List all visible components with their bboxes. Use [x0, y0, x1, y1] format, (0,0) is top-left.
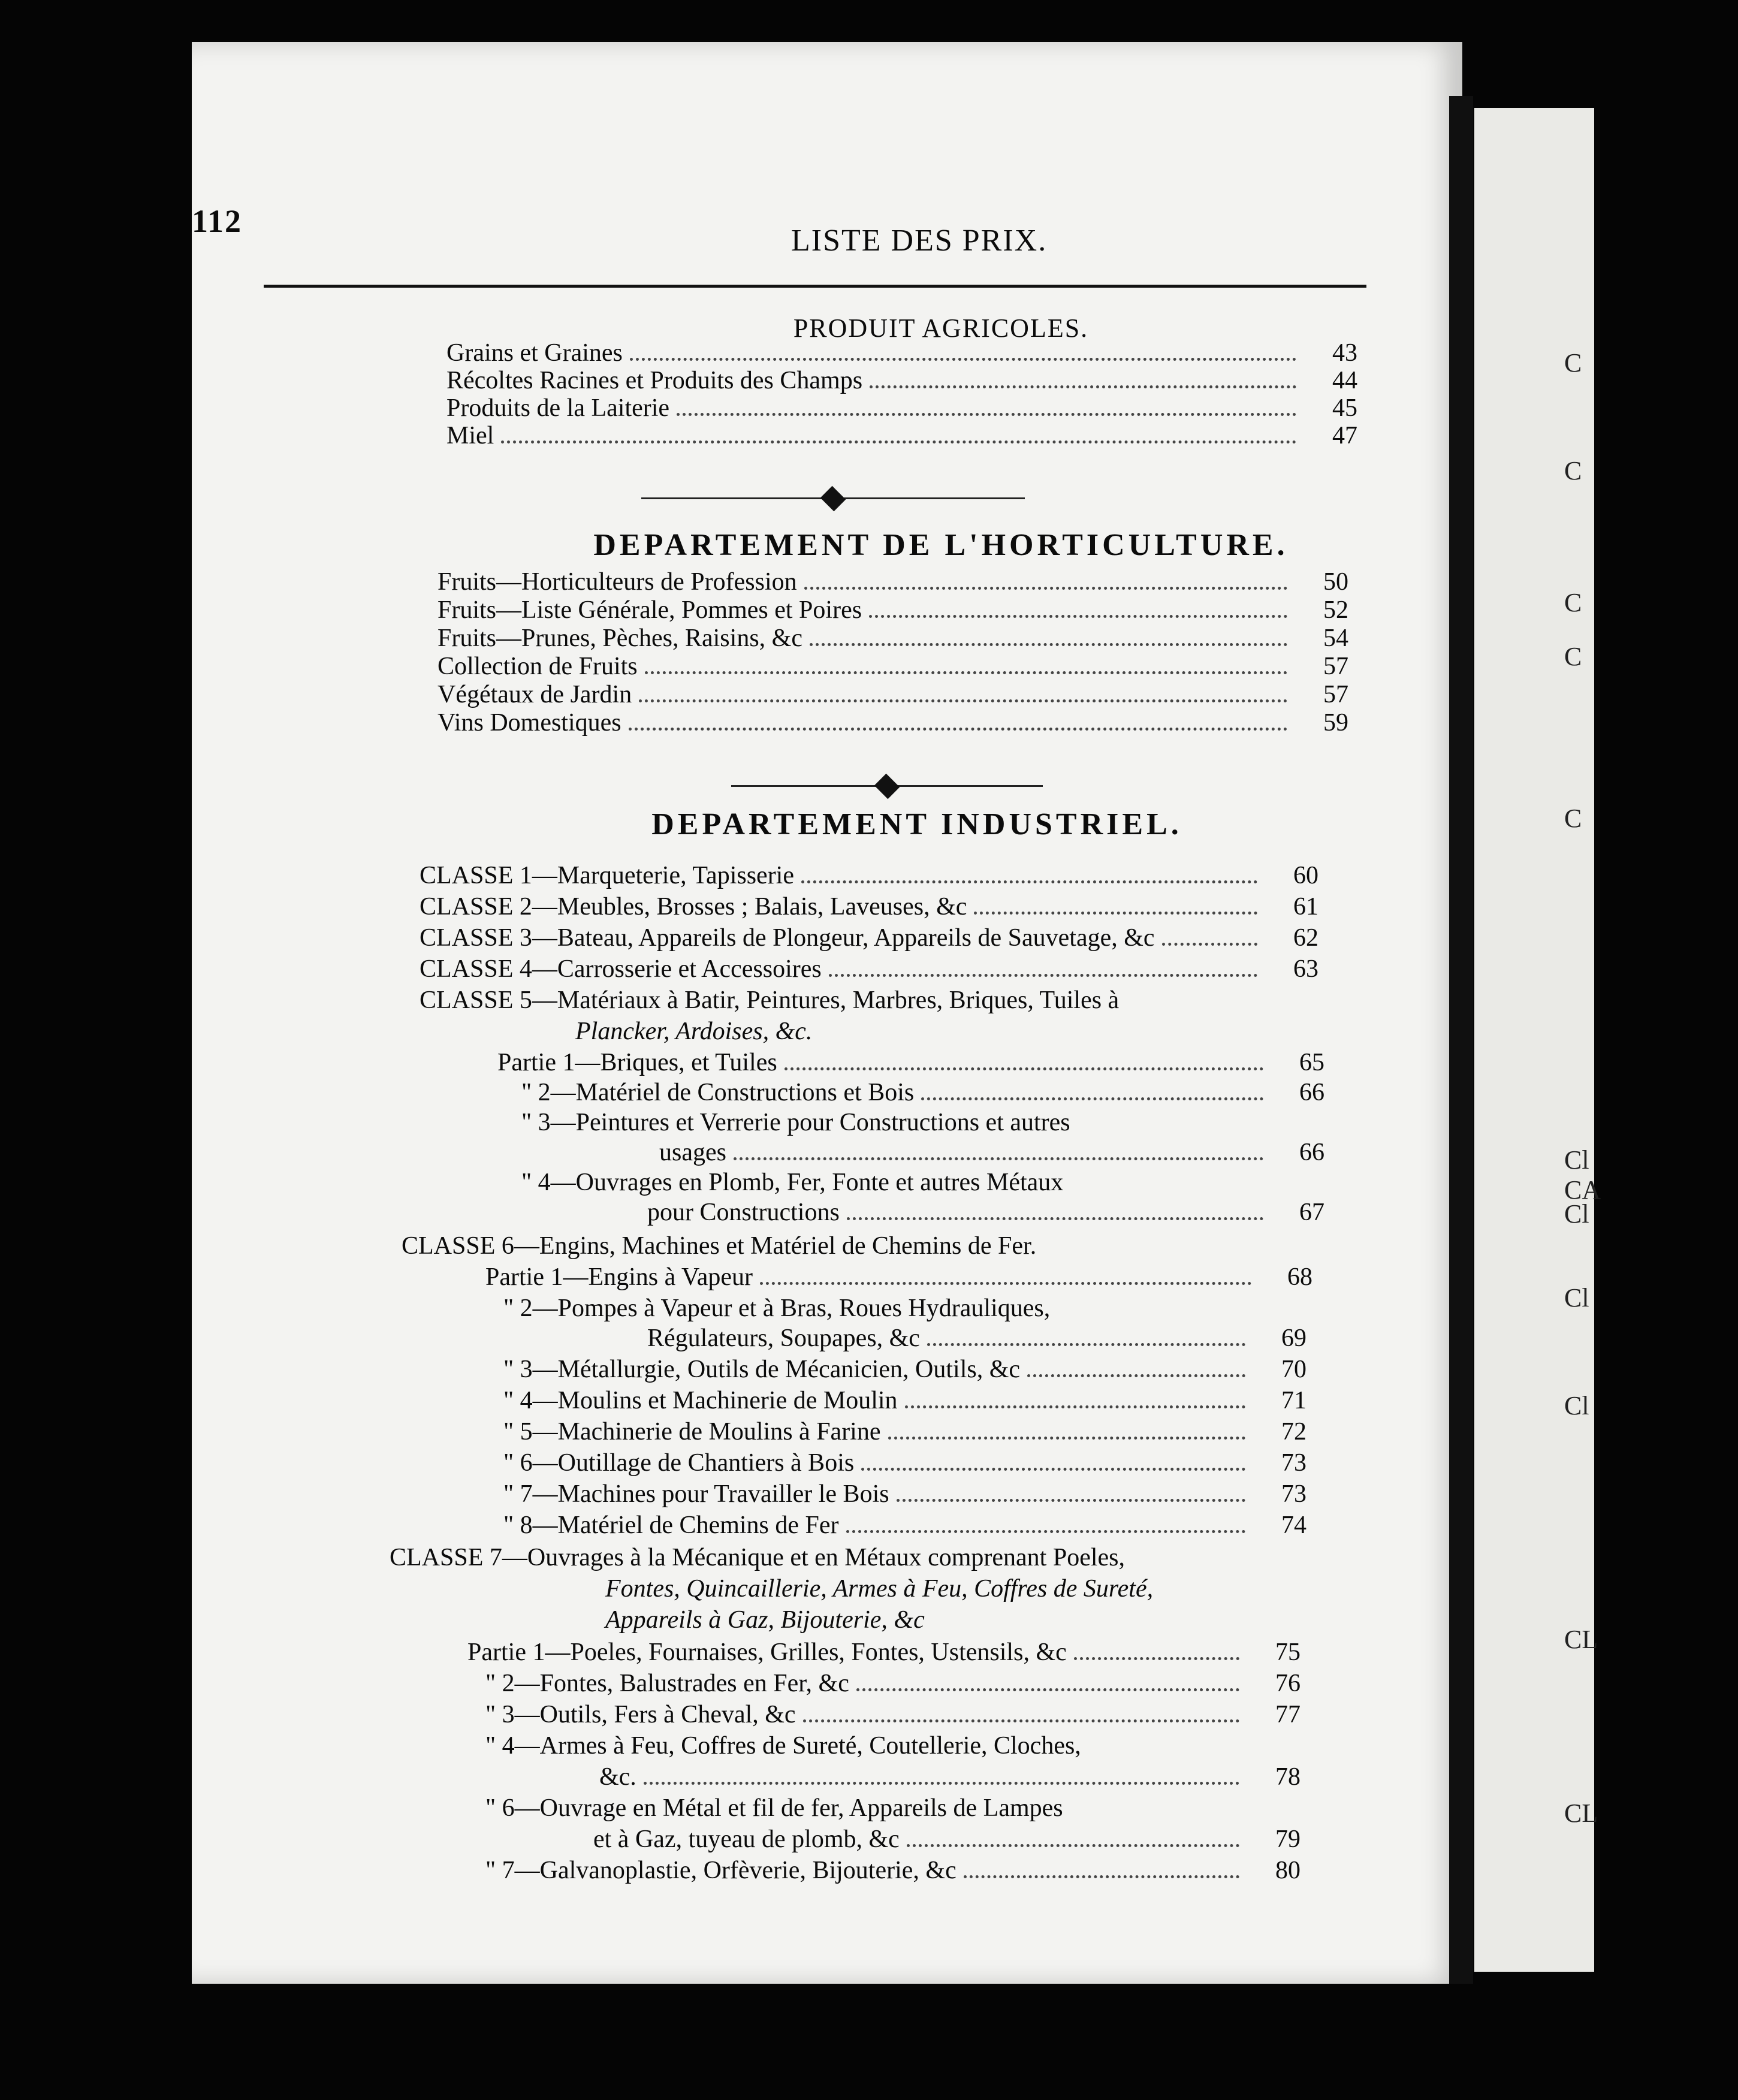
toc-row — [420, 863, 1318, 889]
toc-page-number: 74 — [1281, 1511, 1306, 1539]
toc-row — [485, 1858, 1301, 1884]
facing-page-fragment: Cl — [1564, 1199, 1589, 1229]
ornament-divider — [731, 785, 1043, 787]
toc-row — [659, 1140, 1324, 1166]
toc-label: Partie 1—Poeles, Fournaises, Grilles, Fontes, Ustensils, &c — [467, 1639, 1067, 1666]
toc-label: " 4—Moulins et Machinerie de Moulin — [503, 1387, 898, 1414]
toc-page-number: 77 — [1275, 1701, 1301, 1728]
toc-row — [503, 1388, 1306, 1414]
toc-row — [437, 626, 1348, 651]
section-title-industriel: DEPARTEMENT INDUSTRIEL. — [651, 807, 1182, 841]
leader-dots — [630, 358, 1296, 361]
leader-dots — [1027, 1374, 1245, 1377]
toc-label: et à Gaz, tuyeau de plomb, &c — [593, 1826, 900, 1853]
toc-label: Plancker, Ardoises, &c. — [575, 1018, 813, 1045]
toc-row — [446, 396, 1357, 421]
toc-label: CLASSE 7—Ouvrages à la Mécanique et en Métaux comprenant Poeles, — [390, 1544, 1126, 1571]
running-title: LISTE DES PRIX. — [791, 224, 1048, 258]
leader-dots — [856, 1688, 1239, 1691]
toc-row — [420, 925, 1318, 951]
facing-page-fragment: C — [1564, 348, 1582, 378]
toc-label: Végétaux de Jardin — [437, 681, 632, 708]
toc-page-number: 75 — [1275, 1639, 1301, 1666]
toc-label: Partie 1—Briques, et Tuiles — [497, 1049, 777, 1076]
leader-dots — [644, 1782, 1239, 1785]
toc-row — [437, 569, 1348, 595]
toc-label: Collection de Fruits — [437, 653, 638, 680]
leader-dots — [847, 1217, 1263, 1220]
toc-label: CLASSE 2—Meubles, Brosses ; Balais, Laveuses, &c — [420, 893, 967, 921]
toc-row — [437, 710, 1348, 736]
toc-row — [485, 1796, 1301, 1821]
toc-label: Grains et Graines — [446, 339, 623, 367]
facing-page-fragment: CA — [1564, 1175, 1601, 1205]
toc-page-number: 52 — [1323, 596, 1348, 624]
leader-dots — [1162, 943, 1257, 946]
leader-dots — [888, 1437, 1246, 1440]
leader-dots — [784, 1067, 1263, 1070]
leader-dots — [801, 880, 1257, 883]
toc-page-number: 63 — [1293, 955, 1318, 983]
toc-page-number: 57 — [1323, 653, 1348, 680]
toc-page-number: 65 — [1299, 1049, 1324, 1076]
toc-label: " 6—Ouvrage en Métal et fil de fer, Appareils de Lampes — [485, 1794, 1063, 1822]
toc-row — [521, 1170, 1324, 1195]
leader-dots — [869, 615, 1287, 618]
toc-row — [503, 1357, 1306, 1383]
toc-label: Fruits—Liste Générale, Pommes et Poires — [437, 596, 862, 624]
toc-label: Fontes, Quincaillerie, Armes à Feu, Coffres de Sureté, — [605, 1575, 1154, 1603]
toc-page-number: 47 — [1332, 422, 1357, 449]
toc-label: Produits de la Laiterie — [446, 394, 670, 422]
toc-label: Fruits—Prunes, Pèches, Raisins, &c — [437, 624, 802, 652]
leader-dots — [974, 912, 1257, 915]
toc-page-number: 69 — [1281, 1324, 1306, 1352]
facing-page-fragment: CL — [1564, 1625, 1598, 1654]
toc-label: " 5—Machinerie de Moulins à Farine — [503, 1418, 881, 1446]
toc-row — [521, 1110, 1324, 1135]
section-title-agricoles: PRODUIT AGRICOLES. — [793, 313, 1089, 343]
leader-dots — [677, 413, 1296, 416]
toc-row — [446, 368, 1357, 394]
leader-dots — [927, 1343, 1245, 1346]
toc-page-number: 50 — [1323, 568, 1348, 596]
toc-row — [521, 1080, 1324, 1106]
toc-label: Vins Domestiques — [437, 709, 621, 737]
toc-label: " 8—Matériel de Chemins de Fer — [503, 1511, 839, 1539]
leader-dots — [810, 643, 1287, 646]
toc-label: " 2—Fontes, Balustrades en Fer, &c — [485, 1670, 849, 1697]
toc-label: Partie 1—Engins à Vapeur — [485, 1263, 753, 1291]
toc-label: CLASSE 6—Engins, Machines et Matériel de Chemins de Fer. — [402, 1232, 1037, 1260]
toc-row — [437, 598, 1348, 623]
toc-label: Fruits—Horticulteurs de Profession — [437, 568, 797, 596]
toc-row — [503, 1482, 1306, 1507]
toc-label: Miel — [446, 422, 494, 449]
toc-label: " 3—Peintures et Verrerie pour Constructions et autres — [521, 1109, 1070, 1136]
toc-row — [605, 1607, 1271, 1633]
toc-row — [437, 682, 1348, 708]
leader-dots — [501, 440, 1296, 443]
facing-page-fragment: C — [1564, 456, 1582, 485]
leader-dots — [921, 1097, 1263, 1100]
toc-label: " 2—Matériel de Constructions et Bois — [521, 1079, 915, 1106]
toc-label: CLASSE 3—Bateau, Appareils de Plongeur, Appareils de Sauvetage, &c — [420, 924, 1155, 952]
toc-label: " 6—Outillage de Chantiers à Bois — [503, 1449, 855, 1477]
toc-row — [605, 1576, 1271, 1601]
toc-row — [402, 1233, 1301, 1259]
page-number: 112 — [192, 203, 243, 239]
toc-row — [485, 1702, 1301, 1728]
leader-dots — [629, 728, 1287, 731]
toc-page-number: 60 — [1293, 862, 1318, 889]
toc-page-number: 70 — [1281, 1356, 1306, 1383]
toc-page-number: 44 — [1332, 367, 1357, 394]
leader-dots — [870, 385, 1296, 388]
toc-page-number: 76 — [1275, 1670, 1301, 1697]
toc-label: Régulateurs, Soupapes, &c — [647, 1324, 920, 1352]
toc-label: " 4—Armes à Feu, Coffres de Sureté, Coutellerie, Cloches, — [485, 1732, 1081, 1760]
leader-dots — [861, 1468, 1245, 1471]
toc-row — [446, 423, 1357, 449]
facing-page-fragment: Cl — [1564, 1391, 1589, 1420]
toc-label: &c. — [599, 1763, 636, 1791]
toc-label: " 3—Métallurgie, Outils de Mécanicien, Outils, &c — [503, 1356, 1021, 1383]
toc-label: " 3—Outils, Fers à Cheval, &c — [485, 1701, 796, 1728]
toc-row — [420, 957, 1318, 982]
toc-label: CLASSE 5—Matériaux à Batir, Peintures, Marbres, Briques, Tuiles à — [420, 986, 1120, 1014]
toc-label: " 2—Pompes à Vapeur et à Bras, Roues Hydrauliques, — [503, 1295, 1051, 1322]
leader-dots — [645, 671, 1287, 674]
toc-page-number: 68 — [1287, 1263, 1312, 1291]
toc-page-number: 67 — [1299, 1199, 1324, 1226]
leader-dots — [897, 1499, 1245, 1502]
toc-page-number: 72 — [1281, 1418, 1306, 1446]
toc-row — [420, 988, 1318, 1013]
toc-page-number: 71 — [1281, 1387, 1306, 1414]
book-gutter — [1449, 96, 1473, 1984]
toc-page-number: 45 — [1332, 394, 1357, 422]
leader-dots — [846, 1530, 1245, 1533]
toc-row — [485, 1671, 1301, 1697]
toc-page-number: 43 — [1332, 339, 1357, 367]
toc-row — [437, 654, 1348, 680]
toc-row — [503, 1419, 1306, 1445]
toc-row — [647, 1200, 1324, 1226]
toc-page-number: 59 — [1323, 709, 1348, 737]
leader-dots — [803, 1719, 1239, 1722]
toc-row — [485, 1733, 1301, 1758]
section-title-horticulture: DEPARTEMENT DE L'HORTICULTURE. — [593, 528, 1289, 562]
toc-page-number: 79 — [1275, 1826, 1301, 1853]
toc-row — [485, 1265, 1312, 1290]
toc-page-number: 62 — [1293, 924, 1318, 952]
leader-dots — [829, 974, 1257, 977]
toc-row — [647, 1326, 1306, 1351]
facing-page-fragment: CL — [1564, 1799, 1598, 1828]
toc-label: " 4—Ouvrages en Plomb, Fer, Fonte et autres Métaux — [521, 1169, 1064, 1196]
toc-row — [503, 1450, 1306, 1476]
leader-dots — [760, 1282, 1251, 1285]
toc-row — [593, 1827, 1301, 1852]
toc-row — [390, 1545, 1301, 1570]
toc-page-number: 54 — [1323, 624, 1348, 652]
toc-page-number: 61 — [1293, 893, 1318, 921]
toc-label: Appareils à Gaz, Bijouterie, &c — [605, 1606, 925, 1634]
toc-row — [420, 894, 1318, 920]
leader-dots — [734, 1157, 1263, 1160]
toc-label: usages — [659, 1139, 726, 1166]
leader-dots — [1074, 1657, 1239, 1660]
toc-page-number: 73 — [1281, 1449, 1306, 1477]
facing-page — [1474, 108, 1594, 1972]
toc-row — [503, 1513, 1306, 1538]
facing-page-fragment: C — [1564, 642, 1582, 671]
leader-dots — [804, 587, 1287, 590]
toc-row — [599, 1764, 1301, 1790]
facing-page-fragment: C — [1564, 804, 1582, 833]
toc-label: CLASSE 4—Carrosserie et Accessoires — [420, 955, 822, 983]
leader-dots — [907, 1844, 1239, 1847]
toc-page-number: 80 — [1275, 1857, 1301, 1884]
toc-label: " 7—Galvanoplastie, Orfèverie, Bijouterie, &c — [485, 1857, 956, 1884]
toc-page-number: 78 — [1275, 1763, 1301, 1791]
toc-page-number: 66 — [1299, 1079, 1324, 1106]
toc-label: " 7—Machines pour Travailler le Bois — [503, 1480, 889, 1508]
leader-dots — [905, 1405, 1245, 1408]
leader-dots — [964, 1875, 1239, 1878]
toc-row — [575, 1019, 1265, 1044]
toc-page-number: 73 — [1281, 1480, 1306, 1508]
toc-row — [446, 340, 1357, 366]
toc-row — [467, 1640, 1301, 1665]
toc-label: CLASSE 1—Marqueterie, Tapisserie — [420, 862, 794, 889]
facing-page-fragment: Cl — [1564, 1283, 1589, 1312]
facing-page-fragment: Cl — [1564, 1145, 1589, 1175]
toc-page-number: 57 — [1323, 681, 1348, 708]
toc-row — [503, 1296, 1306, 1321]
ornament-divider — [641, 497, 1025, 499]
leader-dots — [639, 699, 1287, 702]
toc-label: Récoltes Racines et Produits des Champs — [446, 367, 863, 394]
facing-page-fragment: C — [1564, 588, 1582, 617]
toc-page-number: 66 — [1299, 1139, 1324, 1166]
toc-label: pour Constructions — [647, 1199, 840, 1226]
toc-row — [497, 1050, 1324, 1076]
